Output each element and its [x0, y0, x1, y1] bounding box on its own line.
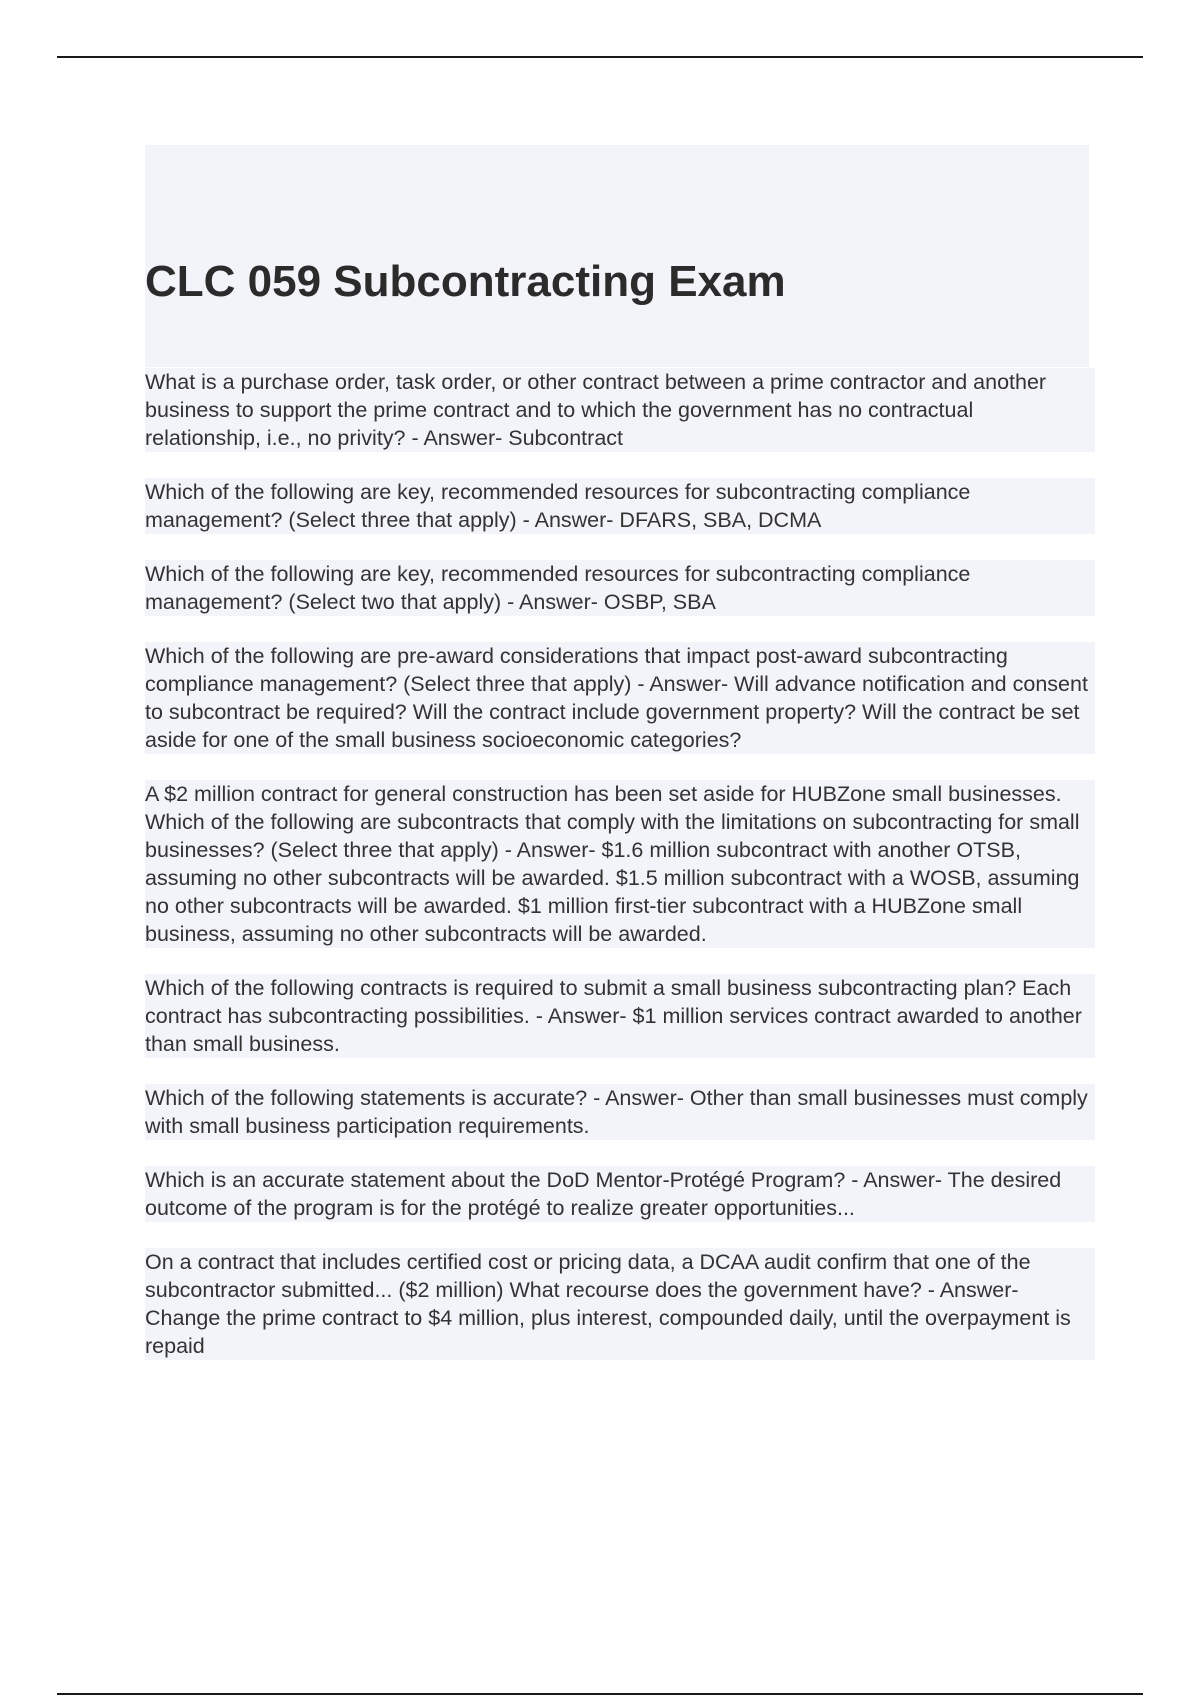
qa-item: Which is an accurate statement about the DoD Mentor-Protégé Program? - Answer- The desired outcome of the program is for the protégé to realize greater opportunities...: [145, 1166, 1095, 1222]
bottom-rule: [57, 1693, 1143, 1695]
qa-item: A $2 million contract for general construction has been set aside for HUBZone small businesses. Which of the following are subcontracts that comply with the limitations on subcontracting for small businesses? (Select three that apply) - Answer- $1.6 million subcontract with another OTSB, assuming no other subcontracts will be awarded. $1.5 million subcontract with a WOSB, assuming no other subcontracts will be awarded. $1 million first-tier subcontract with a HUBZone small business, assuming no other subcontracts will be awarded.: [145, 780, 1095, 948]
qa-item: On a contract that includes certified cost or pricing data, a DCAA audit confirm that one of the subcontractor submitted... ($2 million) What recourse does the government have? - Answer- Change the prime contract to $4 million, plus interest, compounded daily, until the overpayment is repaid: [145, 1248, 1095, 1360]
qa-item: Which of the following are pre-award considerations that impact post-award subcontracting compliance management? (Select three that apply) - Answer- Will advance notification and consent to subcontract be required? Will the contract include government property? Will the contract be set aside for one of the small business socioeconomic categories?: [145, 642, 1095, 754]
document-title: CLC 059 Subcontracting Exam: [145, 257, 786, 306]
qa-item: Which of the following are key, recommended resources for subcontracting compliance management? (Select two that apply) - Answer- OSBP, SBA: [145, 560, 1095, 616]
qa-item: Which of the following statements is accurate? - Answer- Other than small businesses must comply with small business participation requirements.: [145, 1084, 1095, 1140]
qa-item: Which of the following are key, recommended resources for subcontracting compliance management? (Select three that apply) - Answer- DFARS, SBA, DCMA: [145, 478, 1095, 534]
top-rule: [57, 56, 1143, 58]
title-block: [145, 145, 1089, 367]
qa-item: Which of the following contracts is required to submit a small business subcontracting plan? Each contract has subcontracting possibilities. - Answer- $1 million services contract awarded to another than small business.: [145, 974, 1095, 1058]
qa-list: [145, 368, 1095, 1386]
qa-item: What is a purchase order, task order, or other contract between a prime contractor and another business to support the prime contract and to which the government has no contractual relationship, i.e., no privity? - Answer- Subcontract: [145, 368, 1095, 452]
